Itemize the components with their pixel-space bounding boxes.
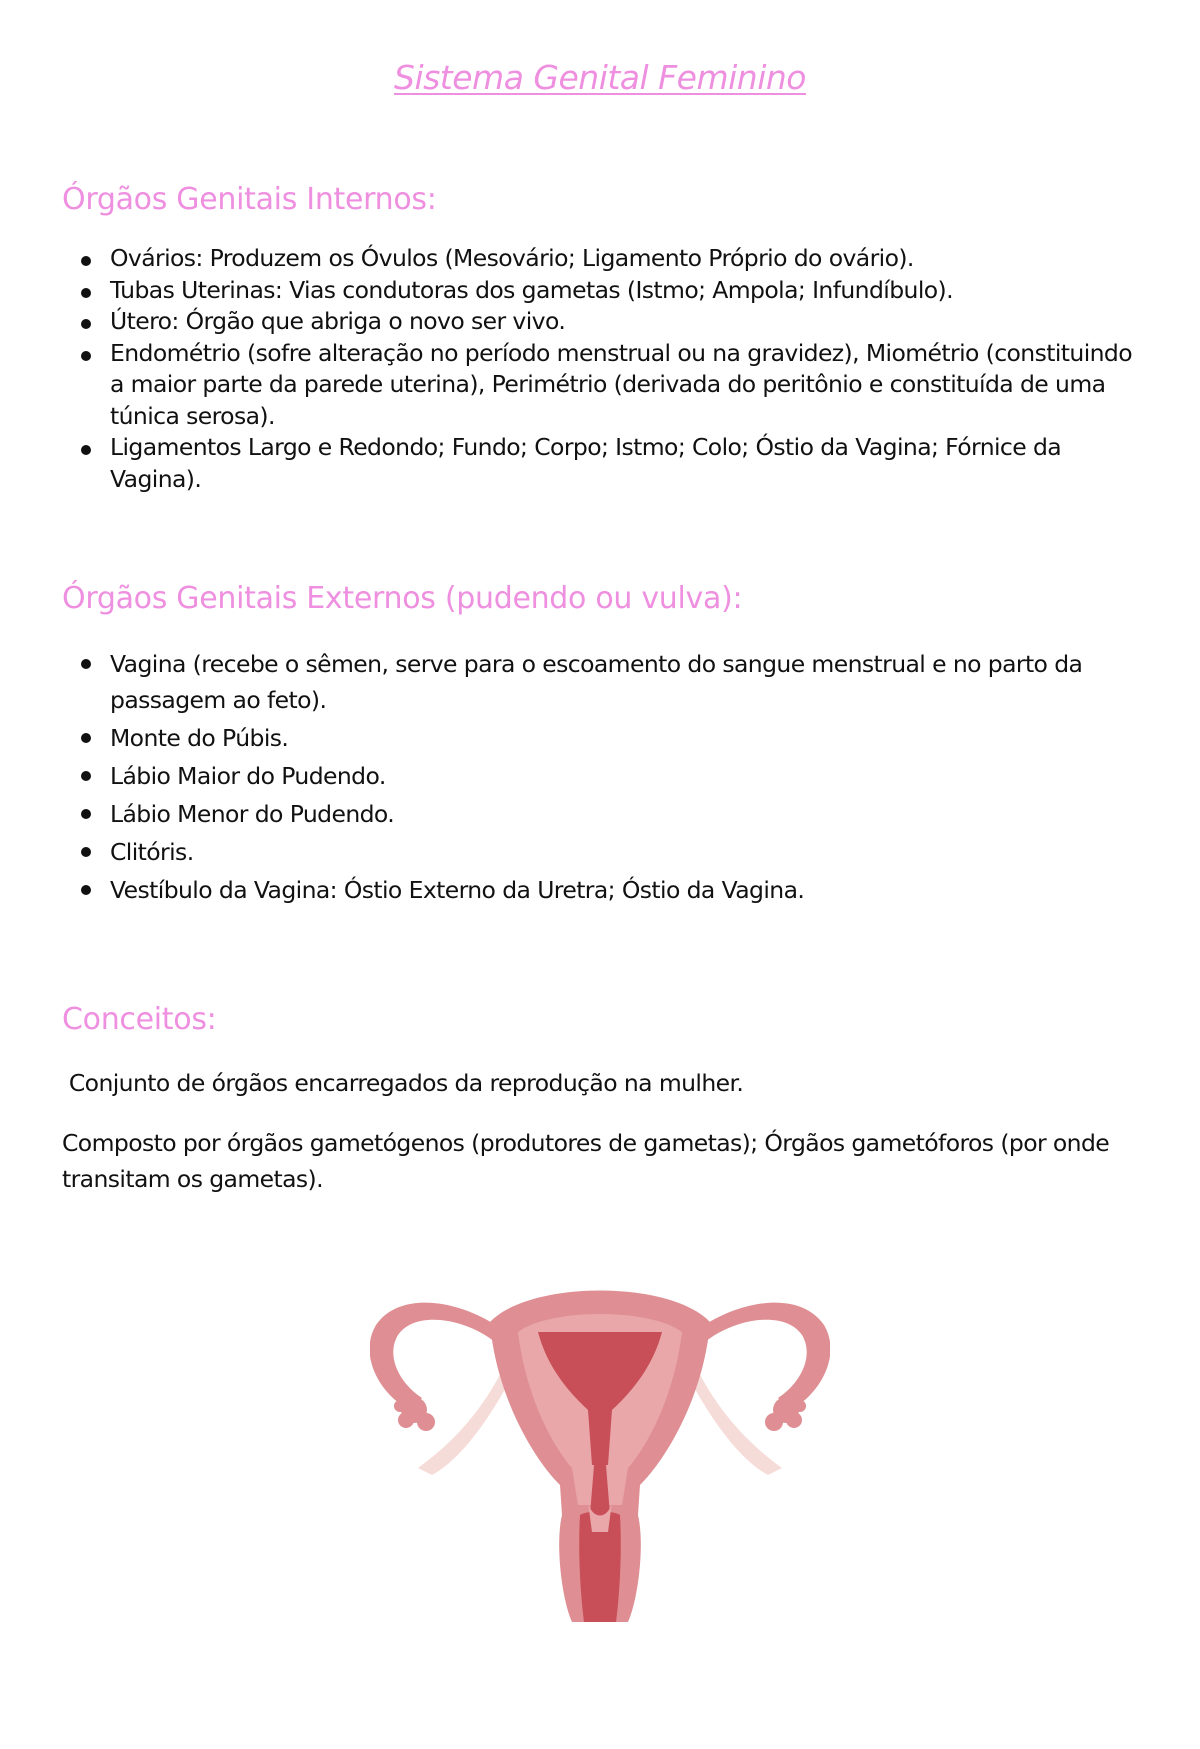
concepts-paragraph-2: Composto por órgãos gametógenos (produtores de gametas); Órgãos gametóforos (por onde transitam os gametas). xyxy=(62,1129,1110,1193)
list-item: Vestíbulo da Vagina: Óstio Externo da Uretra; Óstio da Vagina. xyxy=(110,872,1150,908)
list-item: Tubas Uterinas: Vias condutoras dos gametas (Istmo; Ampola; Infundíbulo). xyxy=(110,275,1150,307)
list-item: Monte do Púbis. xyxy=(110,720,1150,756)
external-organs-heading: Órgãos Genitais Externos (pudendo ou vulva): xyxy=(62,581,743,616)
left-fimbria-shape xyxy=(394,1397,435,1431)
concepts-heading: Conceitos: xyxy=(62,1002,217,1037)
page-title: Sistema Genital Feminino xyxy=(394,58,806,97)
external-organs-list xyxy=(110,646,1150,910)
list-item: Vagina (recebe o sêmen, serve para o escoamento do sangue menstrual e no parto da passagem ao feto). xyxy=(110,646,1150,718)
list-item: Clitóris. xyxy=(110,834,1150,870)
internal-organs-heading: Órgãos Genitais Internos: xyxy=(62,182,437,217)
uterus-illuustration-icon xyxy=(370,1270,830,1622)
list-item: Lábio Maior do Pudendo. xyxy=(110,758,1150,794)
list-item: Endométrio (sofre alteração no período menstrual ou na gravidez), Miométrio (constituindo a maior parte da parede uterina), Perimétrio (derivada do peritônio e constituída de uma túnica serosa). xyxy=(110,338,1150,433)
concepts-paragraph-1: Conjunto de órgãos encarregados da reprodução na mulher. xyxy=(62,1069,744,1097)
list-item: Lábio Menor do Pudendo. xyxy=(110,796,1150,832)
list-item: Útero: Órgão que abriga o novo ser vivo. xyxy=(110,306,1150,338)
list-item: Ovários: Produzem os Óvulos (Mesovário; Ligamento Próprio do ovário). xyxy=(110,243,1150,275)
list-item: Ligamentos Largo e Redondo; Fundo; Corpo; Istmo; Colo; Óstio da Vagina; Fórnice da Vagina). xyxy=(110,432,1150,495)
right-fimbria-shape xyxy=(765,1397,806,1431)
right-tube-shape xyxy=(700,1303,830,1410)
internal-organs-list xyxy=(110,243,1150,495)
left-tube-shape xyxy=(370,1303,500,1410)
